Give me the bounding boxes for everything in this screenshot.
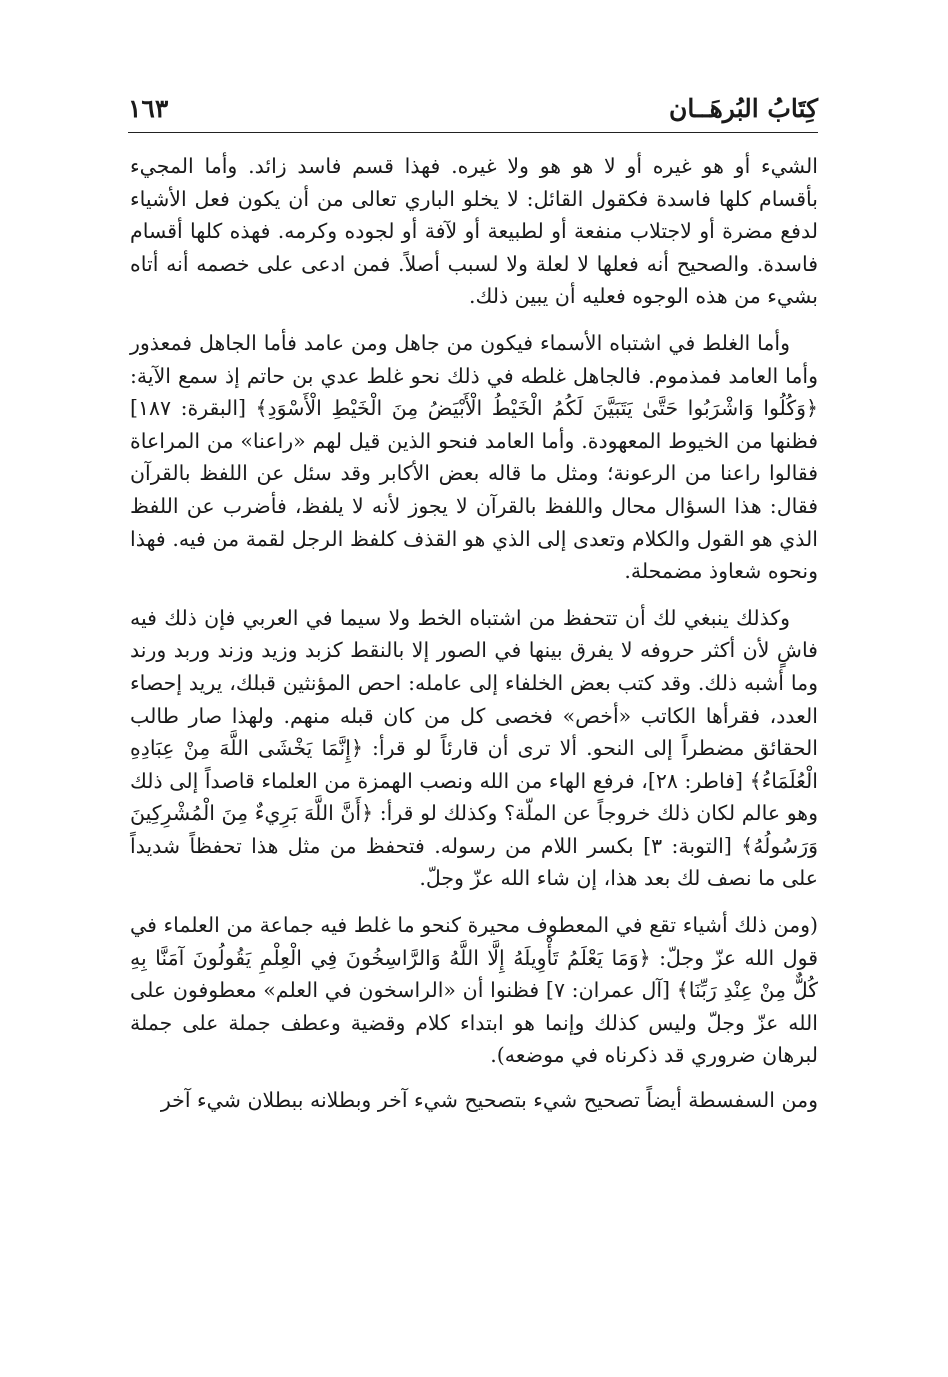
- paragraph: وأما الغلط في اشتباه الأسماء فيكون من جاهل ومن عامد فأما الجاهل فمعذور وأما العامد فمذموم. فالجاهل غلطه في ذلك نحو غلط عدي بن حاتم إذ سمع الآية: ﴿وَكُلُوا وَاشْرَبُوا حَتَّىٰ يَتَبَيَّنَ لَكُمُ الْخَيْطُ الْأَبْيَضُ مِنَ الْخَيْطِ الْأَسْوَدِ﴾ [البقرة: ١٨٧] فظنها من الخيوط المعهودة. وأما العامد فنحو الذين قيل لهم «راعنا» من المراعاة فقالوا راعنا من الرعونة؛ ومثل ما قاله بعض الأكابر وقد سئل عن اللفظ بالقرآن فقال: هذا السؤال محال واللفظ بالقرآن لا يجوز لأنه لا يلفظ، فأضرب عن اللفظ الذي هو القول والكلام وتعدى إلى الذي هو القذف كلفظ الرجل لقمة من فيه. فهذا ونحوه شعاوذ مضمحلة.: [130, 330, 818, 584]
- paragraph: ومن السفسطة أيضاً تصحيح شيء بتصحيح شيء آخر وبطلانه ببطلان شيء آخر: [160, 1088, 818, 1113]
- paragraph: وكذلك ينبغي لك أن تتحفظ من اشتباه الخط ولا سيما في العربي فإن ذلك فيه فاشٍ لأن أكثر حروفه لا يفرق بينها في الصور إلا بالنقط كزبد وزيد وزند وربد ورند وما أشبه ذلك. وقد كتب بعض الخلفاء إلى عامله: احص المؤنثين قبلك، يريد إحصاء العدد، فقرأها الكاتب «أخص» فخصى كل من كان قبله منهم. ولهذا صار طالب الحقائق مضطراً إلى النحو. ألا ترى أن قارئاً لو قرأ: ﴿إِنَّمَا يَخْشَى اللَّهَ مِنْ عِبَادِهِ الْعُلَمَاءُ﴾ [فاطر: ٢٨]، فرفع الهاء من الله ونصب الهمزة من العلماء قاصداً إلى ذلك وهو عالم لكان ذلك خروجاً عن الملّة؟ وكذلك لو قرأ: ﴿أَنَّ اللَّهَ بَرِيءٌ مِنَ الْمُشْرِكِينَ وَرَسُولُهُ﴾ [التوبة: ٣] بكسر اللام من رسوله. فتحفظ من مثل هذا تحفظاً شديداً على ما نصف لك بعد هذا، إن شاء الله عزّ وجلّ.: [130, 605, 818, 891]
- page-number: ١٦٣: [128, 94, 169, 123]
- paragraph: (ومن ذلك أشياء تقع في المعطوف محيرة كنحو ما غلط فيه جماعة من العلماء في قول الله عزّ وجلّ: ﴿وَمَا يَعْلَمُ تَأْوِيلَهُ إِلَّا اللَّهُ وَالرَّاسِخُونَ فِي الْعِلْمِ يَقُولُونَ آمَنَّا بِهِ كُلٌّ مِنْ عِنْدِ رَبِّنَا﴾ [آل عمران: ٧] فظنوا أن «الراسخون في العلم» معطوفون على الله عزّ وجلّ وليس كذلك وإنما هو ابتداء كلام وقضية وعطف جملة على جملة لبرهان ضروري قد ذكرناه في موضعه).: [130, 913, 819, 1068]
- running-header: [128, 92, 818, 133]
- book-title: كِتَابُ البُرهَــان: [668, 94, 818, 123]
- page-body: [130, 150, 818, 1131]
- paragraph: الشيء أو هو غيره أو لا هو هو ولا غيره. فهذا قسم فاسد زائد. وأما المجيء بأقسام كلها فاسدة فكقول القائل: لا يخلو الباري تعالى من أن يكون فعل الأشياء لدفع مضرة أو لاجتلاب منفعة أو لطبيعة أو لآفة أو لجوده وكرمه. فهذه كلها أقسام فاسدة. والصحيح أنه فعلها لا لعلة ولا لسبب أصلاً. فمن ادعى على خصمه أنه أتاه بشيء من هذه الوجوه فعليه أن يبين ذلك.: [130, 154, 818, 309]
